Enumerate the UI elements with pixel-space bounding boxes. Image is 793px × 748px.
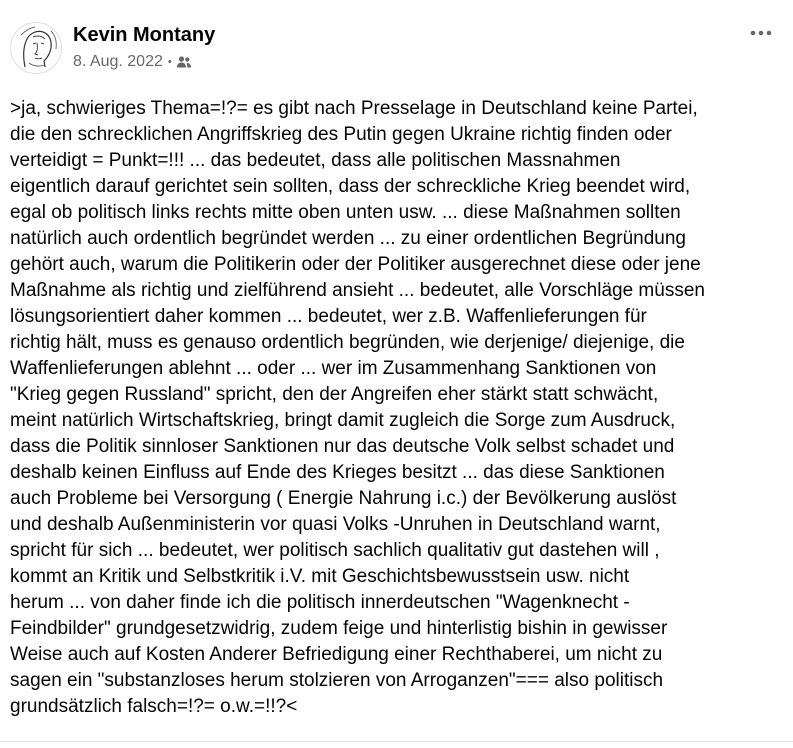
- post-text: >ja, schwieriges Thema=!?= es gibt nach Presselage in Deutschland keine Partei, die den schrecklichen Angriffskrieg des Putin gegen Ukraine richtig finden oder verteidigt = Punkt=!!! ... das bedeutet, dass alle politischen Massnahmen eigentlich darauf gerichtet sein sollten, dass der schreckliche Krieg beendet wird, egal ob politisch links rechts mitte oben unten usw. ... diese Maßnahmen sollten natürlich auch ordentlich begründet werden ... zu einer ordentlichen Begründung gehört auch, warum die Politikerin oder der Politiker ausgerechnet diese oder jene Maßnahme als richtig und zielführend ansieht ... bedeutet, alle Vorschläge müssen lösungsorientiert daher kommen ... bedeutet, wer z.B. Waffenlieferungen für richtig hält, muss es genauso ordentlich begründen, wie derjenige/ diejenige, die Waffenlieferungen ablehnt ... oder ... wer im Zusammenhang Sanktionen von "Krieg gegen Russland" spricht, den der Angreifen eher stärkt statt schwächt, meint natürlich Wirtschaftskrieg, bringt damit zugleich die Sorge zum Ausdruck, dass die Politik sinnloser Sanktionen nur das deutsche Volk selbst schadet und deshalb keinen Einfluss auf Ende des Krieges besitzt ... das diese Sanktionen auch Probleme bei Versorgung ( Energie Nahrung i.c.) der Bevölkerung auslöst und deshalb Außenministerin vor quasi Volks -Unruhen in Deutschland warnt, spricht für sich ... bedeutet, wer politisch sachlich qualitativ gut dastehen will , kommt an Kritik und Selbstkritik i.V. mit Geschichtsbewusstsein usw. nicht herum ... von daher finde ich die politisch innerdeutschen "Wagenknecht - Feindbilder" grundgesetzwidrig, zudem feige und hinterlistig bishin in gewisser Weise auch auf Kosten Anderer Befriedigung einer Rechthaberei, um nicht zu sagen ein "substanzloses herum stolzieren von Arroganzen"=== also politisch grundsätzlich falsch=!?= o.w.=!!?<: [10, 98, 705, 717]
- post-date[interactable]: 8. Aug. 2022: [73, 53, 163, 70]
- more-options-icon: [750, 30, 772, 36]
- author-name[interactable]: Kevin Montany: [73, 24, 216, 46]
- avatar[interactable]: [10, 22, 62, 74]
- divider: [0, 741, 793, 742]
- friends-icon[interactable]: [176, 55, 192, 69]
- meta-separator: •: [167, 56, 172, 68]
- post-meta: [73, 51, 192, 73]
- sketch-portrait-icon: [11, 23, 61, 73]
- more-options-button[interactable]: [747, 22, 775, 44]
